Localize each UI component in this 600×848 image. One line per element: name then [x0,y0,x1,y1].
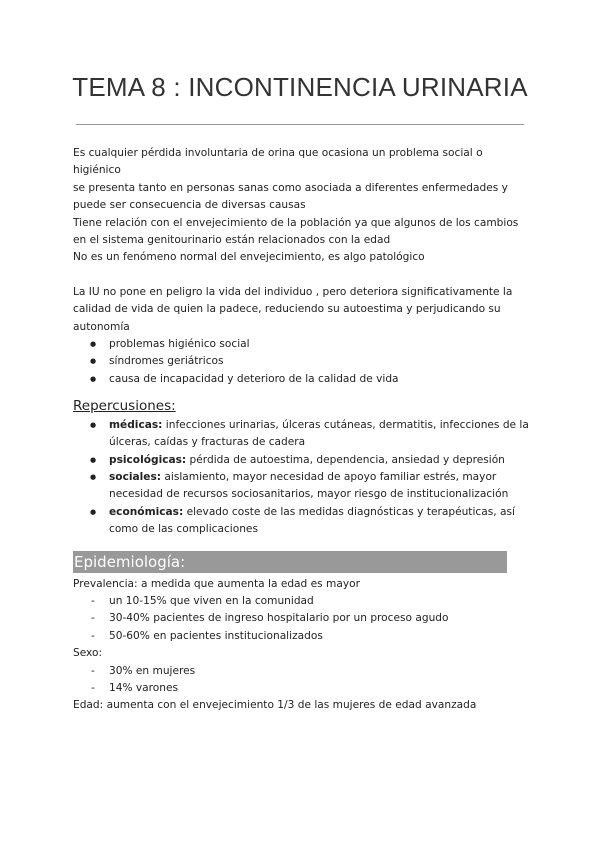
list-item: - un 10-15% que viven en la comunidad [73,593,533,610]
list-item [73,452,533,469]
list-item [73,469,533,504]
list-item: - 30-40% pacientes de ingreso hospitalario por un proceso agudo [73,610,533,627]
list-item: ● causa de incapacidad y deterioro de la calidad de vida [73,371,533,388]
page-title: TEMA 8 : INCONTINENCIA URINARIA [72,72,528,102]
list-item: - 50-60% en pacientes institucionalizados [73,628,533,645]
item-label: sociales: [109,470,162,483]
item-label: económicas: [109,505,184,518]
list-item [73,504,533,539]
title-divider [76,124,524,125]
document-body [73,145,533,715]
iu-paragraph: La IU no pone en peligro la vida del individuo , pero deteriora significativamente la calidad de vida de quien la padece, reduciendo su autoestima y perjudicando su autonomía [73,285,513,333]
item-text: elevado coste de las medidas diagnósticas y terapéuticas, así como de las complicaciones [109,505,515,536]
item-text: aislamiento, mayor necesidad de apoyo familiar estrés, mayor necesidad de recursos sociosanitarios, mayor riesgo de institucionalización [109,470,509,501]
intro-line: Es cualquier pérdida involuntaria de orina que ocasiona un problema social o higiénico [73,147,483,177]
list-item: ● síndromes geriátricos [73,353,533,370]
repercusiones-list [73,417,533,539]
list-item: ● problemas higiénico social [73,336,533,353]
intro-line: No es un fenómeno normal del envejecimiento, es algo patológico [73,251,425,264]
edad-line: Edad: aumenta con el envejecimiento 1/3 de las mujeres de edad avanzada [73,699,477,712]
list-item [73,417,533,452]
intro-line: Tiene relación con el envejecimiento de la población ya que algunos de los cambios en el sistema genitourinario están relacionados con la edad [73,216,519,247]
prevalencia-line: Prevalencia: a medida que aumenta la edad es mayor [73,577,360,590]
intro-line: se presenta tanto en personas sanas como asociada a diferentes enfermedades y puede ser consecuencia de diversas causas [73,181,508,212]
epidemiologia-banner: Epidemiología: [73,551,507,573]
item-label: médicas: [109,418,163,431]
repercusiones-heading: Repercusiones: [73,398,176,415]
item-text: infecciones urinarias, úlceras cutáneas, dermatitis, infecciones de la úlceras, caídas y fracturas de cadera [109,418,529,449]
iu-bullet-list [73,336,533,388]
list-item: - 14% varones [73,680,533,697]
sexo-list [73,663,533,698]
sexo-line: Sexo: [73,647,103,660]
item-text: pérdida de autoestima, dependencia, ansiedad y depresión [186,453,505,466]
item-label: psicológicas: [109,453,187,466]
list-item: - 30% en mujeres [73,663,533,680]
prevalencia-list [73,593,533,645]
